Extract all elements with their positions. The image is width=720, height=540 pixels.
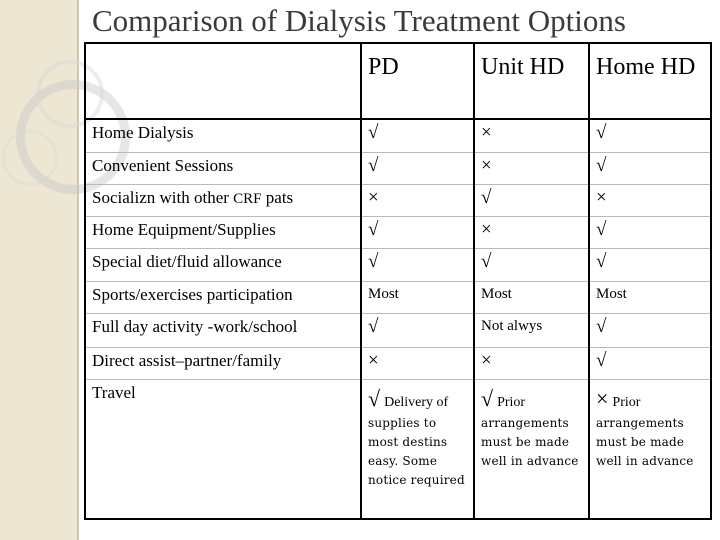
travel-home-hd-note: arrangements must be made well in advance <box>596 415 694 468</box>
comparison-table <box>84 42 712 520</box>
travel-unit-hd-note: arrangements must be made well in advance <box>481 415 579 468</box>
table-row <box>85 119 711 152</box>
slide-title: Comparison of Dialysis Treatment Options <box>92 3 626 38</box>
home-hd-cell: √ <box>596 154 607 176</box>
table-row <box>85 313 711 347</box>
pd-cell: × <box>368 186 379 208</box>
pd-cell: √ <box>368 122 379 143</box>
row-label: Socializn with other CRF pats <box>92 187 294 207</box>
table-row <box>85 248 711 281</box>
unit-hd-cell: × <box>481 349 492 371</box>
header-home-hd: Home HD <box>596 54 696 80</box>
pd-cell: √ <box>368 218 379 240</box>
unit-hd-cell: × <box>481 218 492 240</box>
unit-hd-cell: √ <box>481 250 492 272</box>
header-cell-empty <box>85 43 361 119</box>
table-row <box>85 281 711 313</box>
pd-cell: √ <box>368 154 379 176</box>
home-hd-cell: √ <box>596 250 607 272</box>
header-cell-home-hd <box>589 43 711 119</box>
unit-hd-cell: √ <box>481 186 492 208</box>
table-row <box>85 216 711 248</box>
table-row <box>85 152 711 184</box>
home-hd-cell: × <box>596 186 607 208</box>
unit-hd-cell: Not alwys <box>481 317 543 334</box>
travel-unit-hd-cell: √ Prior arrangements must be made well in advance <box>474 379 589 519</box>
home-hd-cell: √ <box>596 218 607 240</box>
home-hd-cell: √ <box>596 315 607 337</box>
header-unit-hd: Unit HD <box>481 54 565 80</box>
unit-hd-cell: × <box>481 122 492 143</box>
row-label: Sports/exercises participation <box>92 284 293 304</box>
table-row <box>85 184 711 216</box>
home-hd-cell: Most <box>596 285 627 302</box>
header-cell-pd <box>361 43 474 119</box>
table-row-travel <box>85 379 711 519</box>
pd-cell: √ <box>368 250 379 272</box>
table-header-row <box>85 43 711 119</box>
row-label: Convenient Sessions <box>92 155 234 175</box>
travel-home-hd-cell: × Prior arrangements must be made well in advance <box>589 379 711 519</box>
header-cell-unit-hd <box>474 43 589 119</box>
header-pd: PD <box>368 54 399 80</box>
home-hd-cell: √ <box>596 349 607 371</box>
pd-cell: Most <box>368 285 399 302</box>
unit-hd-cell: Most <box>481 285 512 302</box>
pd-cell: × <box>368 349 379 371</box>
row-label: Direct assist–partner/family <box>92 350 282 370</box>
row-label: Special diet/fluid allowance <box>92 251 282 271</box>
row-label-travel: Travel <box>92 382 136 402</box>
decorative-ring <box>2 130 58 186</box>
pd-cell: √ <box>368 315 379 337</box>
row-label: Full day activity -work/school <box>92 316 298 336</box>
travel-pd-cell: √ Delivery of supplies to most destins easy. Some notice required <box>361 379 474 519</box>
table-row <box>85 347 711 379</box>
unit-hd-cell: × <box>481 154 492 176</box>
home-hd-cell: √ <box>596 122 607 143</box>
row-label: Home Equipment/Supplies <box>92 219 276 239</box>
travel-pd-note: supplies to most destins easy. Some notice required <box>368 415 465 487</box>
row-label: Home Dialysis <box>92 123 194 142</box>
